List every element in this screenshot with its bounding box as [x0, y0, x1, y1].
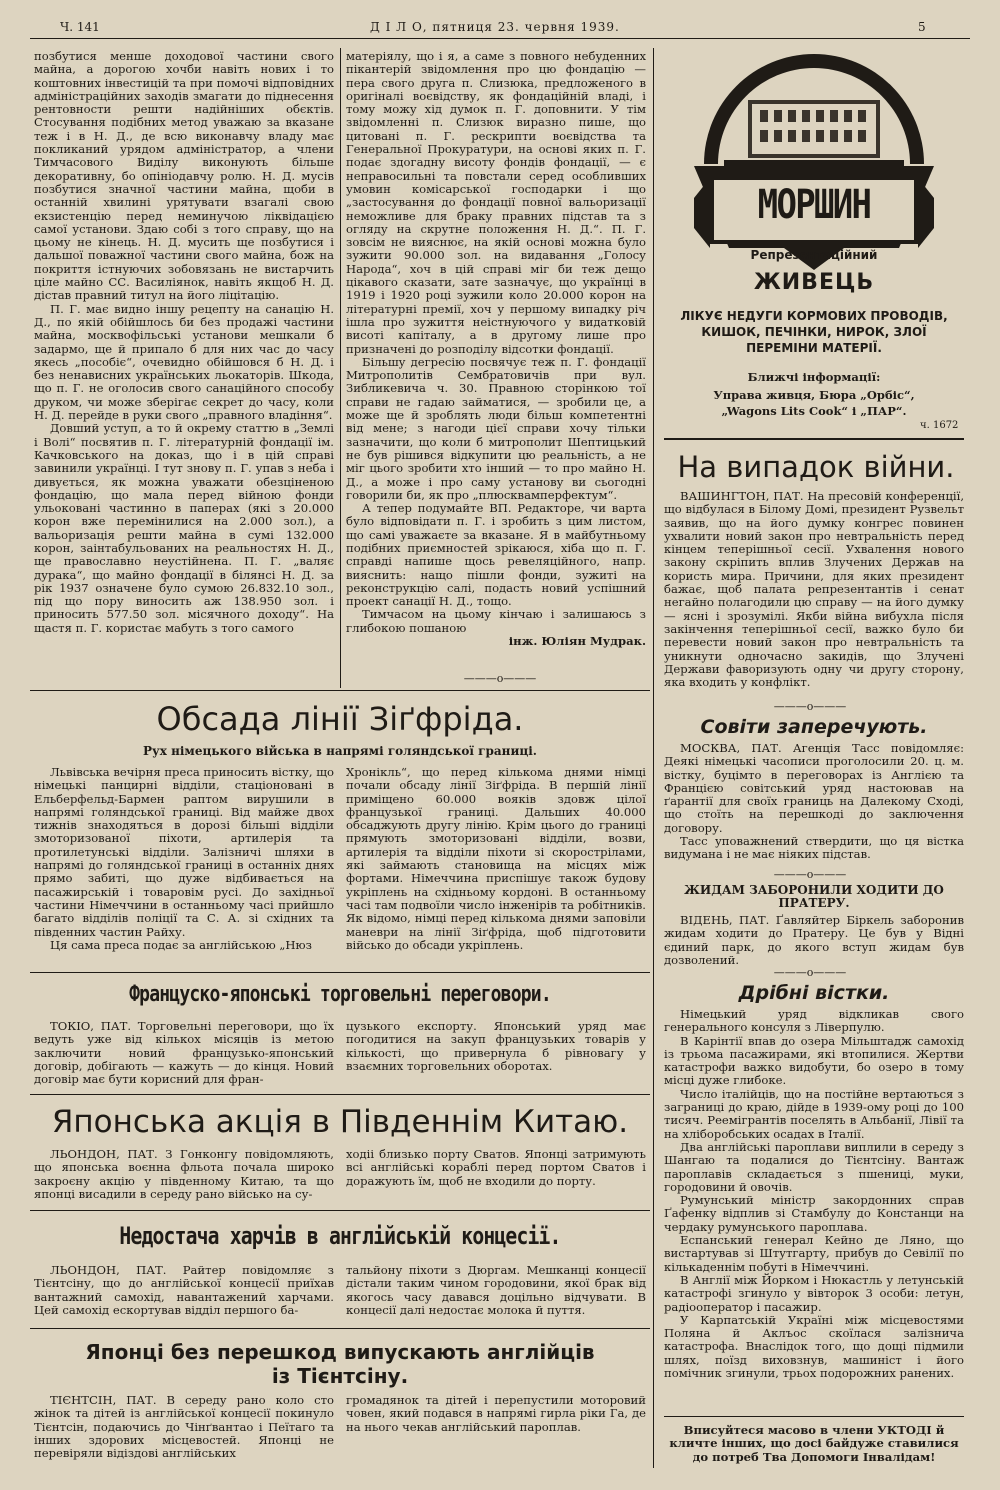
siegfried-paragraph: Львівська вечірня преса приносить вістку, що німецькі панцирні відділи, стаціоновані в Ельберфельд-Бармен раптом вирушили в напрямі голяндської границі. Від майже двох тижнів знаходяться в дорозі більші відділи змоторизованої піхоти, артилерія та протилетунські відділи. Залізничі шляхи в напрямі до голяндської границі в останніх днях прямо забиті, що дуже відбивається на пасажирській і товаровім русі. До західньої частини Німеччини в останньому часі прийшло багато відділів поліції та С. А. зі східних та південних частин Райху.: [34, 765, 334, 939]
food-shortage-paragraph: тальйону піхоти з Дюргам. Мешканці концесії дістали таким чином городовини, якої брак від якогось часу давався доцільно відчувати. В концесії далі недостає молока й пуття.: [346, 1263, 646, 1317]
ad-title: ЖИВЕЦЬ: [753, 270, 875, 295]
news-item: Число італійців, що на постійне вертаються з заграниці до краю, дійде в 1939-ому році до 100 тисяч. Реемігрантів поселять в Альбанії, Лівії та на хліборобських осадах в Італії.: [664, 1086, 964, 1141]
soviets-article: [664, 742, 964, 862]
small-news-headline: Дрібні вістки.: [738, 982, 890, 1004]
masthead: Д І Л О, пятниця 23. червня 1939.: [370, 20, 620, 34]
appeal: Вписуйтеся масово в члени УКТОДІ й кличте інших, що досі байдуже ставилися до потреб Тва Допомоги Інвалідам!: [669, 1423, 959, 1464]
tientsin-column-1: [34, 1394, 334, 1460]
franco-japan-headline: Француско-японські торговельні переговори.: [129, 982, 551, 1007]
divider: [30, 972, 650, 973]
column-divider: [653, 48, 654, 1468]
letter-paragraph: матеріялу, що і я, а саме з повного небуденних пікантерій звідомлення про цю фондацію — пера свого друга п. Слизюка, предложеного в оригіналі воєвідству, як фондаційній владі, і тому можу хід думок п. Г. доповнити. У тім звідомленні п. Слизюк виразно пише, що цитовані п. Г. рескрипти воєвідства та Генеральної Прокуратури, на основі яких п. Г. подає здогадну висоту фондів фондації, — є неправосильні та повстали серед особливших умовин комісарської господарки і що „застосування до фондації повної вальоризації неможливе для браку правних підстав та з огляду на скрутне положення Н. Д.“. П. Г. зовсім не вияснює, на якій основі можна було зужити 90.000 зол. на видавання „Голосу Народа“, хоч в цій справі міг би теж дещо цікавого сказати, зате зазначує, що українці в 1919 і 1920 році зужили коло 20.000 корон на літературні премії, хоч у першому випадку річ ішла про зужиття неістнуючого у видатковій висоті капіталу, а в другому лише про призначені до розподілу відсотки фондації.: [346, 49, 646, 356]
divider: [30, 1328, 650, 1329]
news-item: Еспанський генерал Кейно де Ляно, що вистартував зі Штутгарту, прибув до Севілії по кількаденнім побуті в Німеччині.: [664, 1233, 964, 1274]
food-shortage-column-1: [34, 1264, 334, 1317]
food-shortage-column-2: [346, 1264, 646, 1317]
ornament-divider: ———o———: [773, 966, 847, 979]
siegfried-paragraph: Хронікль“, що перед кількома днями німці почали обсаду лінії Зіґфріда. В першій лінії приміщено 60.000 вояків здовж цілої французької границі. Дальших 40.000 обсаджують другу лінію. Крім цього до границі прямують змоторизовані відділи, возви, артилерія та відділи піхоти зі скорострілами, які займають становища на місцях між фортами. Німеччина приспішує також будову укріплень на східньому кордоні. В останньому часі там подвоїли число інженірів та робітників. Як відомо, німці перед кількома днями заповіли маневри на лінії Зіґфріда, щоб підготовити військо до обсади укріплень.: [346, 765, 646, 952]
divider: [30, 1210, 650, 1211]
letter-paragraph: П. Г. має видно іншу рецепту на санацію Н. Д., по якій обійшлось би без продажі частини майна, москвофільські установи мешкали б задармо, ще й припало б для них час до часу якесь „пособіє“, очевидно обійшовся б Н. Д. і без ненависних українських льокаторів. Шкода, що п. Г. не оголосив свого санаційного способу друком, чи може зберігає секрет до часу, коли Н. Д. перейде в руки свого „правного владіння“.: [34, 301, 334, 423]
letter-paragraph: позбутися менше доходової частини свого майна, а дорогою хочби навіть нових і то коштовних інвестицій та при помочі відповідних адміністраційних заходів змагати до піднесення рентовности решти надійніших обєктів. Стосування подібних метод уважаю за вказане теж і в Н. Д., де всю виконавчу владу має покликаний урядом адміністратор, а члени Тимчасового Виділу виконують більше декоративну, бо опініодавчу ролю. Н. Д. мусів позбутися значної частини майна, щоби в останній хвилині урятувати взагалі свою екзистенцію перед неминучою ліквідацією самої установи. Здаю собі з того справу, що на цьому не кінець. Н. Д. мусить ще позбутися і дальшої поважної частини свого майна, бож на покриття істнуючих зобовязань не вистарчить ціле майно СС. Василіянок, навіть якщоб Н. Д. дістав правний титул на його ліцітацію.: [34, 49, 334, 303]
prater-article: [664, 914, 964, 967]
soviets-headline: Совіти заперечують.: [700, 716, 928, 738]
franco-japan-column-1: [34, 1020, 334, 1086]
south-china-paragraph: ходіі близько порту Сватов. Японці затримують всі англійські кораблі перед портом Сватов і доражують їм, щоб не входили до порту.: [346, 1147, 646, 1188]
siegfried-column-1: [34, 766, 334, 952]
prater-headline: ЖИДАМ ЗАБОРОНИЛИ ХОДИТИ ДО ПРАТЕРУ.: [684, 883, 944, 911]
prater-body: ВІДЕНЬ, ПАТ. Ґавляйтер Біркель заборонив жидам ходити до Пратеру. Це був у Відні єдиний парк, до якого вступ жидам був дозволений.: [664, 913, 964, 967]
news-item: У Карпатській Україні між місцевостями Поляна й Аклъос скоїлася залізнича катастрофа. Внаслідок того, що дощі підмили шлях, поїзд виховзнув, машиніст і його помічник згинули, трьох подорожних ранених.: [664, 1312, 964, 1381]
tientsin-paragraph: ТІЄНТСІН, ПАТ. В середу рано коло сто жінок та дітей із англійської концесії покинуло Тієнтсін, подаючись до Чінґвантао і Пеїтаго та інших здорових місцевостей. Японці не перевіряли відіздові англійських: [34, 1393, 334, 1461]
south-china-column-2: [346, 1148, 646, 1188]
war-article: [664, 490, 964, 689]
ad-info-line: „Wagons Lits Cook“ і „ПАР“.: [721, 404, 907, 418]
franco-japan-column-2: [346, 1020, 646, 1073]
letter-paragraph: А тепер подумайте ВП. Редакторе, чи варта було відповідати п. Г. і зробить з цим листом, що самі уважаєте за вказане. Я в майбутньому подібних приємностей зрікаюся, хіба що п. Г. справді напише щось ревеляційного, напр. вияснить: нащо пішли фонди, зужиті на реконструкцію салі, подасть новий успішний проект санації Н. Д., тощо.: [346, 501, 646, 609]
page-header: [30, 18, 970, 39]
issue-number: Ч. 141: [60, 20, 100, 34]
siegfried-column-2: [346, 766, 646, 952]
divider: [664, 1416, 964, 1417]
ad-info-line: Управа живця, Бюра „Орбіс“,: [713, 388, 915, 402]
siegfried-subtitle: Рух німецького війська в напрямі голяндської границі.: [143, 744, 537, 758]
news-item: В Англії між Йорком і Нюкастль у летунській катастрофі згинуло у вівторок 3 особи: летун, радіооператор і пасажир.: [664, 1272, 964, 1314]
small-news-list: [664, 1008, 964, 1380]
franco-japan-paragraph: цузького експорту. Японський уряд має погодитися на закуп французьких товарів у кількості, що привернула б рівновагу у взаємних торговельних оборотах.: [346, 1019, 646, 1073]
food-shortage-paragraph: ЛЬОНДОН, ПАТ. Райтер повідомляє з Тієнтсіну, що до англійської концесії приїхав вантажний самохід, навантажений харчами. Цей самохід ескортував відділ першого ба-: [34, 1263, 334, 1317]
south-china-paragraph: ЛЬОНДОН, ПАТ. З Гонконгу повідомляють, що японська воєнна фльота почала широко закроєну акцію у південному Китаю, та що японці висадили в середу рано військо на су-: [34, 1147, 334, 1201]
ornament-divider: ———o———: [773, 700, 847, 713]
letter-signature: інж. Юліян Мудрак.: [508, 634, 646, 649]
tientsin-paragraph: громадянок та дітей і перепустили моторовий човен, який подався в напрямі гирла ріки Га, де на нього чекав англійський пароплав.: [346, 1393, 646, 1434]
ad-subtitle: Репрезентаційний: [750, 248, 878, 262]
column-divider: [340, 48, 341, 688]
tientsin-headline: Японці без перешкод випускають англійців: [85, 1340, 595, 1364]
south-china-column-1: [34, 1148, 334, 1201]
soviets-paragraph: Тасс уповажнений ствердити, що ця вістка видумана і не має ніяких підстав.: [664, 834, 964, 862]
building-illustration: [664, 48, 964, 273]
news-item: Румунський міністр закордонних справ Ґафенку відплив зі Стамбулу до Констанци на чердаку румунського пароплава.: [664, 1193, 964, 1234]
ad-code: ч. 1672: [920, 420, 959, 431]
war-headline: На випадок війни.: [677, 450, 955, 484]
siegfried-paragraph: Ця сама преса подає за англійською „Нюз: [50, 937, 312, 952]
ad-info-label: Ближчі інформації:: [747, 370, 881, 384]
tientsin-headline-line-2: із Тієнтсіну.: [271, 1364, 409, 1388]
news-item: Два англійські пароплави виплили в середу з Шангаю та подалися до Тієнтсіну. Вантаж пароплавів складається з пшениці, муки, городовини й овочів.: [664, 1139, 964, 1194]
divider: [30, 690, 650, 691]
letter-column-2: [346, 50, 646, 648]
ornament-divider: ———o———: [773, 868, 847, 881]
letter-paragraph: Тимчасом на цьому кінчаю і залишаюсь з глибокою пошаною: [346, 607, 646, 635]
war-body: ВАШИНГТОН, ПАТ. На пресовій конференції, що відбулася в Білому Домі, президент Рузвельт заявив, що на його думку конгрес повинен ухвалити новий закон про невтральність перед кінцем теперішньої сесії. Ухвалення нового закону скріпить вплив Злучених Держав на користь мира. Причини, для яких президент бажає, щоб палата репрезентантів і сенат негайно полагодили цю справу — на його думку — ясні і зрозумілі. Якби війна вибухла після закінчення теперішньої сесії, важко було би перевести новий закон про невтральність та уникнути одночасно закидів, що Злучені Держави фаворизують одну чи другу сторону, яка входить у конфлікт.: [664, 489, 964, 690]
letter-paragraph: Більшу дегресію посвячує теж п. Г. фондації Митрополитів Сембратовичів при вул. Зибликевича ч. 30. Правною сторінкою тої справи не гадаю займатися, — зробили це, а може ще й зроблять люди більш компетентні від мене; з нагоди цієї справи хочу тільки зазначити, що коли б митрополит Шептицький не був рішився відкупити цю реальність, а не міг цього зробити хто інший — то про майно Н. Д., а може і про саму установу ви сьогодні говорили би, як про „плюсквамперфектум“.: [346, 354, 646, 502]
ornament-divider: ———o———: [463, 672, 537, 685]
divider: [30, 1094, 650, 1095]
letter-column-1: [34, 50, 334, 635]
ad-body: ЛІКУЄ НЕДУГИ КОРМОВИХ ПРОВОДІВ, КИШОК, ПЕЧІНКИ, НИРОК, ЗЛОЇ ПЕРЕМІНИ МАТЕРІЇ.: [680, 309, 948, 355]
siegfried-headline: Обсада лінії Зіґфріда.: [156, 700, 524, 738]
soviets-paragraph: МОСКВА, ПАТ. Агенція Тасс повідомляє: Деякі німецькі часописи проголосили 20. ц. м. вістку, буцімто в переговорах із Англією та Францією совітський уряд настоював на ґарантії для своїх границь на Далекому Сході, що стоїть на перешкоді до заключення договору.: [664, 741, 964, 835]
tientsin-column-2: [346, 1394, 646, 1434]
south-china-headline: Японська акція в Південнім Китаю.: [51, 1104, 629, 1140]
brand-logo: МОРШИН: [757, 182, 871, 228]
food-shortage-headline: Недостача харчів в англійській концесії.: [119, 1222, 561, 1250]
news-item: Німецький уряд відкликав свого генерального консуля з Ліверпулю.: [664, 1007, 964, 1035]
letter-paragraph: Довший уступ, а то й окрему статтю в „Землі і Волі“ посвятив п. Г. літературній фондації ім. Качковського на доказ, що і в цій справі завинили українці. І тут знову п. Г. упав з неба і дивується, як можна уважати обезціненою фондацію, що мала перед війною фонди ульоковані частинно в паперах (які з 20.000 корон вже перемінилися на 2.000 зол.), а вальоризація решти майна в сумі 132.000 корон, заінтабульованих на реальностях Н. Д., ще православно неустійнена. П. Г. „валяє дурака“, що майно фондації в білянсі Н. Д. за рік 1937 означене було сумою 26.832.10 зол., під що пору виносить аж 138.950 зол. і приносить 577.50 зол. місячного доходу“. На щастя п. Г. користає мабуть з того самого: [34, 421, 334, 635]
franco-japan-paragraph: ТОКІО, ПАТ. Торговельні переговори, що їх ведуть уже від кількох місяців із метою заключити новий французько-японський договір, добігають — кажуть — до кінця. Новий договір має бути корисний для фран-: [34, 1019, 334, 1087]
morshyn-ad: [664, 48, 964, 440]
page-number: 5: [918, 20, 926, 34]
news-item: В Карінтії впав до озера Мільштадж самохід із трьома пасажирами, які втопилися. Жертви катастрофи важко видобути, бо озеро в тому місці дуже глибоке.: [664, 1033, 964, 1088]
